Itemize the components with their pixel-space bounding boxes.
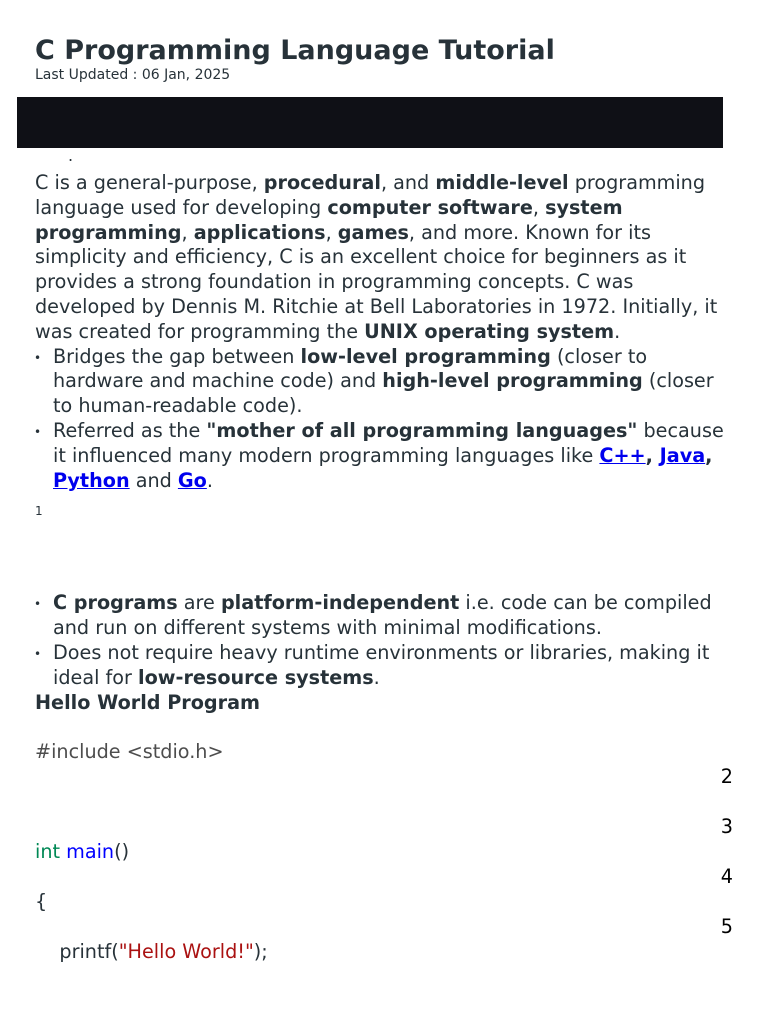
list-bold: "mother of all programming languages" — [206, 418, 638, 442]
code-function: main — [66, 840, 115, 864]
code-line — [35, 790, 733, 840]
link-separator: , — [645, 443, 660, 467]
footnote-marker: 1 — [35, 504, 43, 519]
code-line — [35, 940, 733, 965]
code-include: #include <stdio.h> — [35, 740, 224, 764]
list-bold: low-level programming — [300, 344, 551, 368]
line-number: 2 — [720, 765, 733, 789]
list-text: Referred as the — [53, 418, 207, 442]
list-bold: platform-independent — [220, 591, 460, 615]
intro-text: , — [181, 220, 194, 244]
code-printf: printf( — [35, 940, 119, 964]
intro-text: programming language used for developing — [35, 171, 706, 219]
list-item — [35, 419, 735, 493]
list-text: (closer to hardware and machine code) and — [53, 344, 648, 393]
line-number: 4 — [720, 865, 733, 889]
link-go[interactable]: Go — [177, 468, 207, 492]
link-cpp[interactable]: C++ — [599, 443, 646, 467]
list-text: Does not require heavy runtime environments or libraries, making it ideal for — [53, 640, 710, 689]
list-text: i.e. code can be compiled and run on different systems with minimal modifications. — [53, 591, 712, 640]
line-number: 3 — [720, 815, 733, 839]
last-updated: Last Updated : 06 Jan, 2025 — [35, 67, 231, 83]
link-separator: , — [705, 443, 713, 467]
list-bold: high-level programming — [382, 369, 643, 393]
intro-bold: games — [337, 220, 409, 244]
link-python[interactable]: Python — [53, 468, 130, 492]
list-text: and — [129, 468, 178, 492]
list-bold: C programs — [53, 591, 178, 615]
section-heading: Hello World Program — [35, 690, 261, 714]
line-number: 5 — [720, 915, 733, 939]
list-text: . — [373, 665, 380, 689]
article-body — [35, 171, 735, 965]
intro-text: . — [614, 319, 621, 343]
intro-text: C is a general-purpose, — [35, 171, 264, 194]
dark-banner — [17, 97, 723, 148]
code-parens: () — [114, 840, 130, 864]
code-keyword: int — [35, 840, 61, 864]
list-item — [35, 641, 735, 691]
list-text: . — [206, 468, 213, 492]
code-line — [35, 840, 733, 890]
code-brace: { — [35, 890, 48, 914]
intro-text: , and more. Known for its simplicity and efficiency, C is an excellent choice for beginners as it provides a strong foundation in programming concepts. C was developed by Dennis M. Ritchie at Bell Laboratories in 1972. Initially, it was created for programming the — [35, 220, 718, 343]
code-string: "Hello World!" — [118, 940, 254, 964]
page-title: C Programming Language Tutorial — [35, 35, 555, 66]
intro-bold: UNIX operating system — [364, 319, 615, 343]
list-text: Bridges the gap between — [53, 344, 301, 368]
list-text: are — [177, 591, 221, 615]
intro-paragraph — [35, 171, 735, 345]
list-text: because it influenced many modern programming languages like — [53, 418, 724, 467]
intro-bold: procedural — [263, 171, 381, 194]
intro-text: , and — [380, 171, 436, 194]
intro-bold: system programming — [35, 195, 623, 244]
code-block — [35, 740, 733, 965]
feature-list-2 — [35, 591, 735, 690]
code-line — [35, 740, 733, 790]
list-text: (closer to human-readable code). — [53, 369, 714, 418]
feature-list — [35, 345, 735, 494]
intro-bold: computer software — [327, 195, 533, 219]
list-item — [35, 345, 735, 419]
intro-bold: middle-level — [435, 171, 569, 194]
intro-text: , — [532, 195, 546, 219]
banner-dot: . — [68, 146, 74, 165]
list-bold: low-resource systems — [138, 665, 374, 689]
list-item — [35, 591, 735, 641]
intro-text: , — [325, 220, 338, 244]
intro-bold: applications — [193, 220, 326, 244]
code-line — [35, 890, 733, 940]
link-java[interactable]: Java — [659, 443, 706, 467]
code-printf-close: ); — [253, 940, 268, 964]
